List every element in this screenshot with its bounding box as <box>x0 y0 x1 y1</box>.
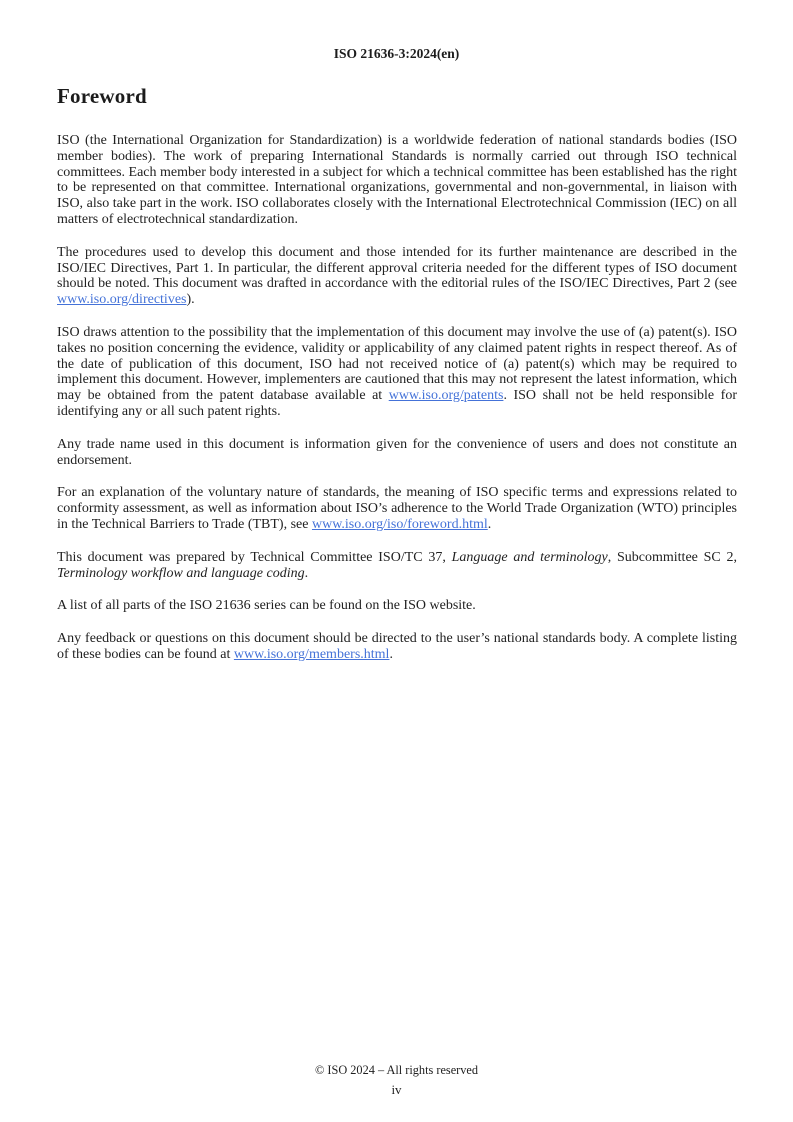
inline-link[interactable]: www.iso.org/members.html <box>233 646 390 662</box>
copyright-notice: © ISO 2024 – All rights reserved <box>314 1063 479 1077</box>
inline-link[interactable]: www.iso.org/directives <box>57 292 187 308</box>
page-number: iv <box>391 1082 402 1097</box>
page-content <box>57 84 737 680</box>
paragraph: A list of all parts of the ISO 21636 series can be found on the ISO website. <box>57 598 476 614</box>
document-reference-header: ISO 21636-3:2024(en) <box>333 46 460 61</box>
paragraph: For an explanation of the voluntary nature of standards, the meaning of ISO specific terms and expressions related to conformity assessment, as well as information about ISO’s adherence to the World Trade Organization (WTO) principles in the Technical Barriers to Trade (TBT), see www.iso.org/iso/foreword.html. <box>57 485 737 532</box>
inline-link[interactable]: www.iso.org/iso/foreword.html <box>311 516 488 532</box>
paragraph: Any trade name used in this document is information given for the convenience of users and does not constitute an endorsement. <box>57 436 737 468</box>
paragraph: This document was prepared by Technical Committee ISO/TC 37, Language and terminology, Subcommittee SC 2, Terminology workflow and language coding. <box>57 549 737 581</box>
paragraph: ISO (the International Organization for Standardization) is a worldwide federation of national standards bodies (ISO member bodies). The work of preparing International Standards is normally carried out through ISO technical committees. Each member body interested in a subject for which a technical committee has been established has the right to be represented on that committee. International organizations, governmental and non-governmental, in liaison with ISO, also take part in the work. ISO collaborates closely with the International Electrotechnical Commission (IEC) on all matters of electrotechnical standardization. <box>57 133 737 227</box>
page-title: Foreword <box>57 84 147 108</box>
inline-link[interactable]: www.iso.org/patents <box>388 388 504 404</box>
paragraph: ISO draws attention to the possibility that the implementation of this document may involve the use of (a) patent(s). ISO takes no position concerning the evidence, validity or applicability of any claimed patent rights in respect thereof. As of the date of publication of this document, ISO had not received notice of (a) patent(s) which may be required to implement this document. However, implementers are cautioned that this may not represent the latest information, which may be obtained from the patent database available at www.iso.org/patents. ISO shall not be held responsible for identifying any or all such patent rights. <box>57 324 738 419</box>
italic-text: Language and terminology <box>451 549 608 565</box>
foreword-paragraphs <box>57 133 737 663</box>
italic-text: Terminology workflow and language coding <box>57 565 305 581</box>
paragraph: The procedures used to develop this document and those intended for its further maintenance are described in the ISO/IEC Directives, Part 1. In particular, the different approval criteria needed for the different types of ISO document should be noted. This document was drafted in accordance with the editorial rules of the ISO/IEC Directives, Part 2 (see www.iso.org/directives). <box>57 244 737 308</box>
page-footer <box>0 1063 793 1098</box>
paragraph: Any feedback or questions on this document should be directed to the user’s national standards body. A complete listing of these bodies can be found at www.iso.org/members.html. <box>57 631 737 662</box>
